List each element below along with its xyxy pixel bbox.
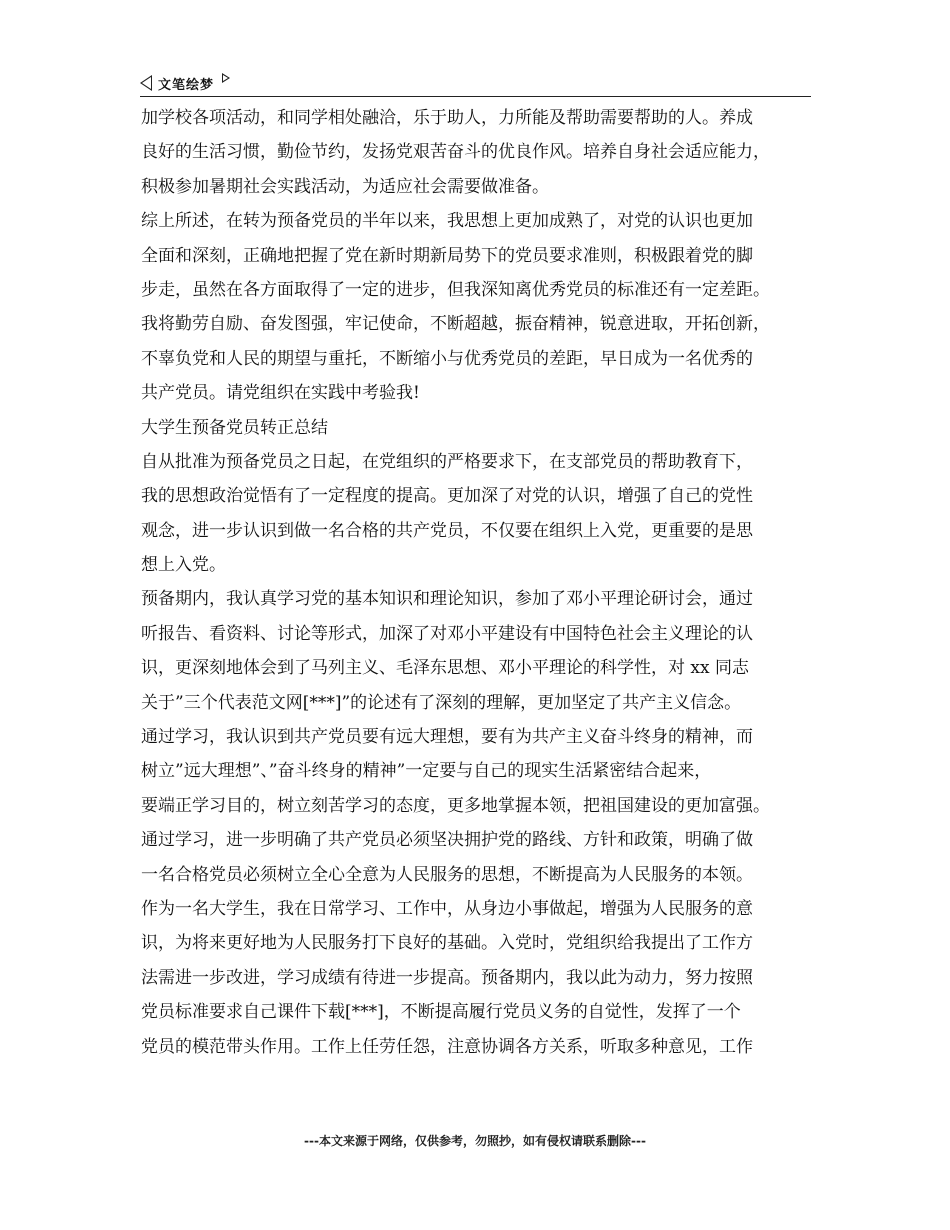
text-line: 想上入党。 (141, 555, 226, 576)
text-line: 通过学习，我认识到共产党员要有远大理想，要有为共产主义奋斗终身的精神，而 (141, 727, 753, 748)
text-line: 一名合格党员必须树立全心全意为人民服务的思想，不断提高为人民服务的本领。 (141, 864, 753, 885)
text-line: 预备期内，我认真学习党的基本知识和理论知识，参加了邓小平理论研讨会，通过 (141, 589, 753, 610)
text-line: 识，更深刻地体会到了马列主义、毛泽东思想、邓小平理论的科学性，对 xx 同志 (141, 658, 749, 679)
text-line: 树立”远大理想”、”奋斗终身的精神”一定要与自己的现实生活紧密结合起来， (141, 761, 712, 782)
text-line: 共产党员。请党组织在实践中考验我! (141, 383, 420, 404)
text-line: 我的思想政治觉悟有了一定程度的提高。更加深了对党的认识，增强了自己的党性 (141, 486, 753, 507)
text-line: 通过学习，进一步明确了共产党员必须坚决拥护党的路线、方针和政策，明确了做 (141, 830, 753, 851)
text-line: 综上所述，在转为预备党员的半年以来，我思想上更加成熟了，对党的认识也更加 (141, 211, 753, 232)
text-line: 要端正学习目的，树立刻苦学习的态度，更多地掌握本领，把祖国建设的更加富强。 (141, 795, 770, 816)
footer-notice: ---本文来源于网络，仅供参考，勿照抄，如有侵权请联系删除--- (304, 1134, 646, 1148)
text-line: 自从批准为预备党员之日起，在党组织的严格要求下，在支部党员的帮助教育下， (141, 451, 753, 472)
section-title: 大学生预备党员转正总结 (141, 417, 328, 438)
text-line: 法需进一步改进，学习成绩有待进一步提高。预备期内，我以此为动力，努力按照 (141, 967, 753, 988)
text-line: 良好的生活习惯，勤俭节约，发扬党艰苦奋斗的优良作风。培养自身社会适应能力， (141, 142, 770, 163)
text-line: 识，为将来更好地为人民服务打下良好的基础。入党时，党组织给我提出了工作方 (141, 933, 753, 954)
triangle-right-icon (222, 73, 230, 83)
text-line: 关于”三个代表范文网[***]”的论述有了深刻的理解，更加坚定了共产主义信念。 (141, 692, 742, 713)
text-line: 我将勤劳自励、奋发图强，牢记使命，不断超越，振奋精神，锐意进取，开拓创新， (141, 314, 770, 335)
text-line: 听报告、看资料、讨论等形式，加深了对邓小平建设有中国特色社会主义理论的认 (141, 623, 753, 644)
header-brand: 文笔绘梦 (158, 78, 215, 93)
text-line: 党员的模范带头作用。工作上任劳任怨，注意协调各方关系，听取多种意见，工作 (141, 1036, 753, 1057)
text-line: 积极参加暑期社会实践活动，为适应社会需要做准备。 (141, 176, 549, 197)
triangle-left-icon (140, 75, 152, 91)
text-line: 作为一名大学生，我在日常学习、工作中，从身边小事做起，增强为人民服务的意 (141, 898, 753, 919)
text-line: 全面和深刻，正确地把握了党在新时期新局势下的党员要求准则，积极跟着党的脚 (141, 245, 753, 266)
page-header (140, 70, 811, 97)
text-line: 步走，虽然在各方面取得了一定的进步，但我深知离优秀党员的标准还有一定差距。 (141, 279, 770, 300)
text-line: 观念，进一步认识到做一名合格的共产党员，不仅要在组织上入党，更重要的是思 (141, 520, 753, 541)
text-line: 加学校各项活动，和同学相处融洽，乐于助人，力所能及帮助需要帮助的人。养成 (141, 108, 753, 128)
text-line: 不辜负党和人民的期望与重托，不断缩小与优秀党员的差距，早日成为一名优秀的 (141, 348, 753, 369)
text-line: 党员标准要求自己课件下载[***]，不断提高履行党员义务的自觉性，发挥了一个 (141, 1002, 741, 1023)
document-body (141, 101, 831, 1064)
